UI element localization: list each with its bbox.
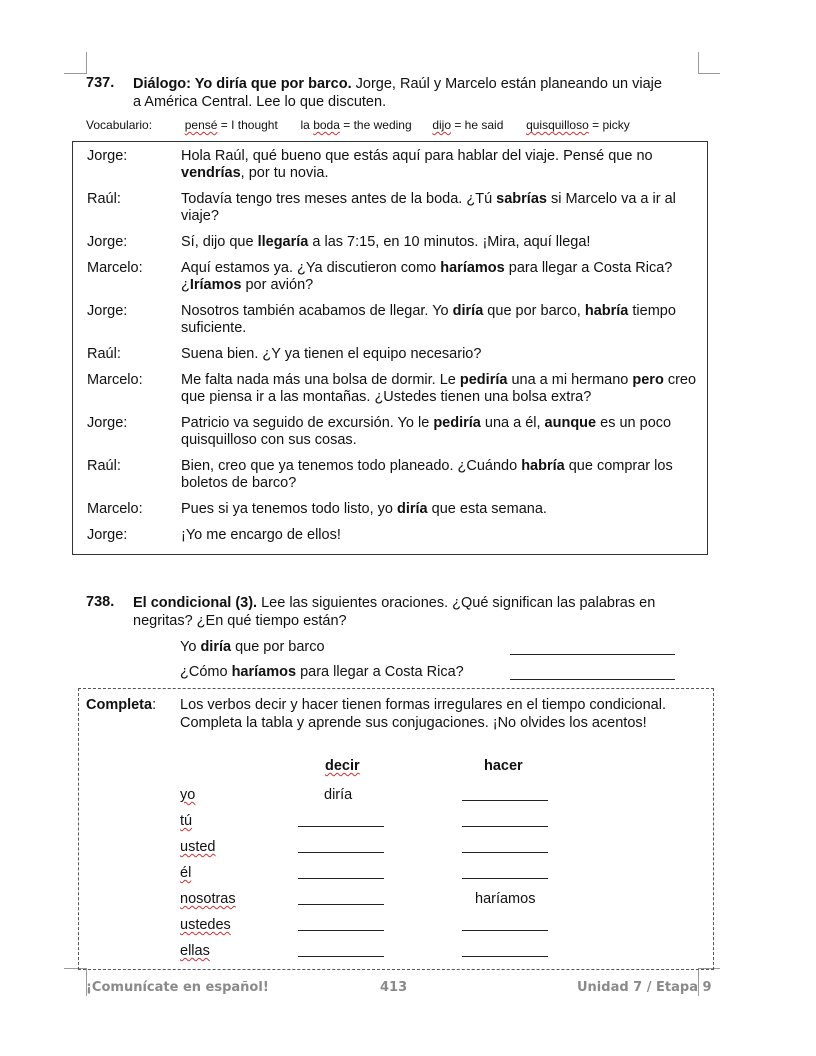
dialogue-line — [181, 372, 701, 415]
dialogue-speaker: Raúl: — [87, 346, 121, 362]
dialogue-text: tiempo suficiente. — [181, 303, 676, 336]
exercise-737-number: 737. — [86, 75, 115, 91]
hacer-answer-nosotras: haríamos — [475, 891, 536, 907]
vocab-label: Vocabulario: — [86, 118, 153, 132]
dialogue-row — [87, 148, 701, 191]
dialogue-table — [87, 148, 701, 553]
dialogue-speaker: Marcelo: — [87, 372, 143, 388]
crop-mark-top-right-h — [698, 73, 720, 74]
crop-mark-top-left-v — [86, 52, 87, 74]
dialogue-text: ¡Yo me encargo de ellos! — [181, 527, 341, 543]
decir-blank-ellas[interactable] — [298, 956, 384, 957]
exercise-737-title-rest: Jorge, Raúl y Marcelo están planeando un viaje — [351, 76, 662, 92]
exercise-738-number: 738. — [86, 594, 115, 610]
dialogue-row — [87, 458, 701, 501]
footer-unit: Unidad 7 / Etapa 9 — [577, 980, 712, 995]
dialogue-text: Nosotros también acabamos de llegar. Yo — [181, 303, 453, 319]
dialogue-line — [181, 303, 701, 346]
dialogue-text: para llegar a Costa Rica? ¿ — [181, 260, 673, 293]
dialogue-bold-verb: pero — [632, 372, 664, 388]
footer-page-number: 413 — [380, 980, 408, 995]
dialogue-line — [181, 191, 701, 234]
column-header-hacer: hacer — [484, 758, 523, 774]
dialogue-speaker: Raúl: — [87, 191, 121, 207]
vocab-item-pense: pensé = I thought — [184, 118, 278, 132]
dialogue-bold-verb: habría — [521, 458, 565, 474]
dialogue-bold-verb: vendrías — [181, 165, 241, 181]
question-1: Yo diría que por barco — [180, 639, 325, 655]
question-2-answer-line[interactable] — [510, 679, 675, 680]
exercise-737-title-bold: Diálogo: Yo diría que por barco. — [133, 76, 352, 92]
dialogue-line — [181, 415, 701, 458]
dialogue-row — [87, 372, 701, 415]
decir-blank-él[interactable] — [298, 878, 384, 879]
dialogue-row — [87, 234, 701, 260]
dialogue-row — [87, 527, 701, 553]
pronoun-nosotras: nosotras — [180, 891, 236, 907]
vocab-item-boda: la boda = the weding — [300, 118, 412, 132]
column-header-decir: decir — [325, 758, 360, 774]
pronoun-ellas: ellas — [180, 943, 210, 959]
dialogue-line — [181, 458, 701, 501]
dialogue-bold-verb: aunque — [544, 415, 597, 431]
dialogue-row — [87, 346, 701, 372]
vocab-item-dijo: dijo = he said — [432, 118, 504, 132]
exercise-738-title — [133, 594, 713, 630]
vocab-item-quisquilloso: quisquilloso = picky — [526, 118, 630, 132]
dialogue-text: si Marcelo va a ir al viaje? — [181, 191, 676, 224]
hacer-blank-usted[interactable] — [462, 852, 548, 853]
dialogue-line — [181, 501, 701, 527]
dialogue-speaker: Marcelo: — [87, 501, 143, 517]
decir-blank-nosotras[interactable] — [298, 904, 384, 905]
exercise-737-title — [133, 75, 713, 111]
hacer-blank-yo[interactable] — [462, 800, 548, 801]
dialogue-text: Bien, creo que ya tenemos todo planeado. ¿Cuándo — [181, 458, 522, 474]
dialogue-speaker: Jorge: — [87, 527, 128, 543]
exercise-738-title-line2: negritas? ¿En qué tiempo están? — [133, 613, 347, 629]
exercise-737-title-line2: a América Central. Lee lo que discuten. — [133, 94, 387, 110]
vocabulary-line — [86, 118, 726, 132]
dialogue-line — [181, 148, 701, 191]
dialogue-row — [87, 260, 701, 303]
dialogue-text: Me falta nada más una bolsa de dormir. Le — [181, 372, 460, 388]
dialogue-text: por avión? — [241, 277, 314, 293]
dialogue-bold-verb: diría — [452, 303, 484, 319]
dialogue-line — [181, 346, 701, 372]
dialogue-row — [87, 501, 701, 527]
dialogue-text: que esta semana. — [427, 501, 547, 517]
dialogue-text: Aquí estamos ya. ¿Ya discutieron como — [181, 260, 441, 276]
dialogue-bold-verb: haríamos — [440, 260, 505, 276]
completa-label: Completa: — [86, 697, 157, 713]
dialogue-bold-verb: llegaría — [257, 234, 309, 250]
dialogue-speaker: Raúl: — [87, 458, 121, 474]
decir-blank-tú[interactable] — [298, 826, 384, 827]
pronoun-tú: tú — [180, 813, 193, 829]
dialogue-bold-verb: Iríamos — [189, 277, 242, 293]
dialogue-text: Sí, dijo que — [181, 234, 258, 250]
dialogue-text: Patricio va seguido de excursión. Yo le — [181, 415, 434, 431]
dialogue-text: Hola Raúl, qué bueno que estás aquí para hablar del viaje. Pensé que no — [181, 148, 653, 164]
exercise-738-title-bold: El condicional (3). — [133, 595, 258, 611]
dialogue-speaker: Jorge: — [87, 234, 128, 250]
dialogue-text: una a él, — [480, 415, 545, 431]
completa-instructions: Los verbos decir y hacer tienen formas irregulares en el tiempo condicional. Completa la tabla y aprende sus conjugaciones. ¡No olvides los acentos! — [180, 697, 666, 731]
pronoun-ustedes: ustedes — [180, 917, 231, 933]
pronoun-usted: usted — [180, 839, 216, 855]
dialogue-text: creo que piensa ir a las montañas. ¿Ustedes tienen una bolsa extra? — [181, 372, 697, 405]
dialogue-speaker: Jorge: — [87, 148, 128, 164]
dialogue-bold-verb: pediría — [459, 372, 508, 388]
decir-blank-usted[interactable] — [298, 852, 384, 853]
crop-mark-top-right-v — [698, 52, 699, 74]
dialogue-bold-verb: habría — [584, 303, 629, 319]
dialogue-text: a las 7:15, en 10 minutos. ¡Mira, aquí llega! — [308, 234, 591, 250]
hacer-blank-ustedes[interactable] — [462, 930, 548, 931]
dialogue-text: una a mi hermano — [507, 372, 633, 388]
dialogue-text: Todavía tengo tres meses antes de la boda. ¿Tú — [181, 191, 497, 207]
dialogue-text: Suena bien. ¿Y ya tienen el equipo necesario? — [181, 346, 482, 362]
exercise-738-title-rest: Lee las siguientes oraciones. ¿Qué significan las palabras en — [257, 595, 656, 611]
footer-book-title: ¡Comunícate en español! — [86, 980, 269, 995]
decir-answer-yo: diría — [324, 787, 353, 803]
pronoun-él: él — [180, 865, 192, 881]
dialogue-box — [72, 141, 708, 555]
hacer-blank-él[interactable] — [462, 878, 548, 879]
dialogue-speaker: Marcelo: — [87, 260, 143, 276]
hacer-blank-ellas[interactable] — [462, 956, 548, 957]
dialogue-text: que por barco, — [483, 303, 585, 319]
dialogue-bold-verb: diría — [397, 501, 428, 517]
pronoun-yo: yo — [180, 787, 196, 803]
dialogue-bold-verb: pediría — [433, 415, 481, 431]
dialogue-speaker: Jorge: — [87, 415, 128, 431]
dialogue-speaker: Jorge: — [87, 303, 128, 319]
dialogue-text: que comprar los boletos de barco? — [181, 458, 673, 491]
dialogue-row — [87, 415, 701, 458]
crop-mark-top-left-h — [64, 73, 86, 74]
dialogue-bold-verb: sabrías — [496, 191, 547, 207]
dialogue-text: , por tu novia. — [240, 165, 329, 181]
dialogue-line — [181, 527, 701, 553]
dialogue-line — [181, 260, 701, 303]
dialogue-row — [87, 191, 701, 234]
question-1-answer-line[interactable] — [510, 654, 675, 655]
dialogue-row — [87, 303, 701, 346]
dialogue-line — [181, 234, 701, 260]
dialogue-text: Pues si ya tenemos todo listo, yo — [181, 501, 397, 517]
decir-blank-ustedes[interactable] — [298, 930, 384, 931]
hacer-blank-tú[interactable] — [462, 826, 548, 827]
question-2: ¿Cómo haríamos para llegar a Costa Rica? — [180, 664, 464, 680]
dialogue-text: es un poco quisquilloso con sus cosas. — [181, 415, 672, 448]
